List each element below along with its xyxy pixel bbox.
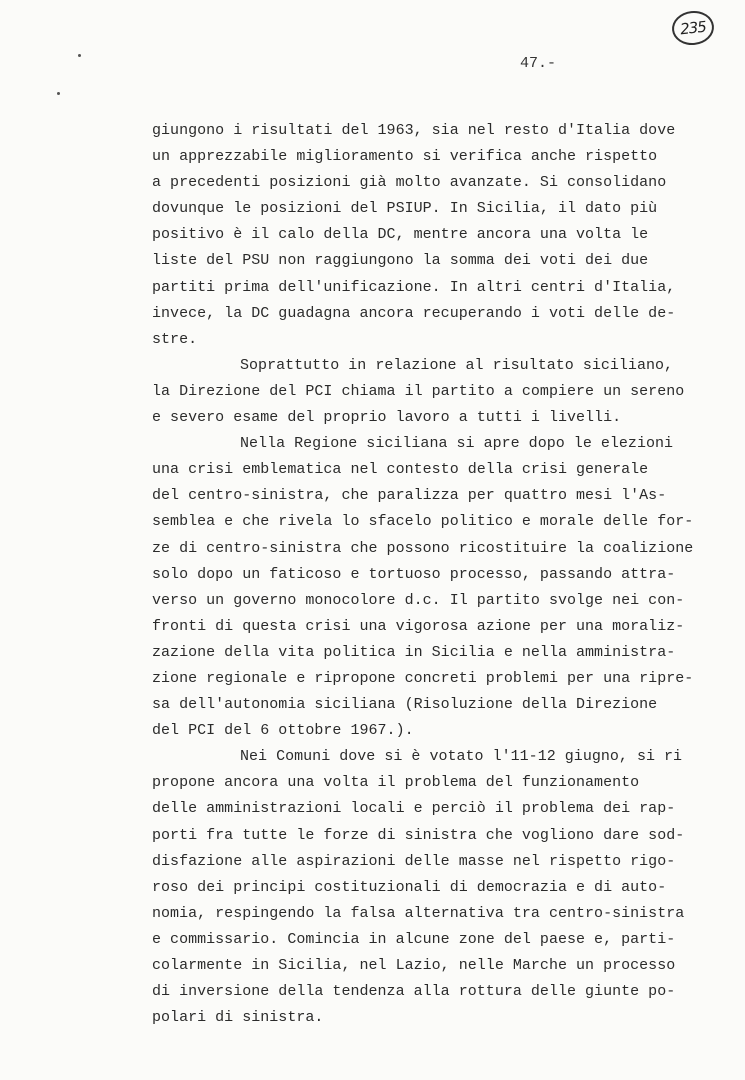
text-line: giungono i risultati del 1963, sia nel resto d'Italia dove [152,122,676,139]
text-line: semblea e che rivela lo sfacelo politico e morale delle for- [152,513,694,531]
text-line: positivo è il calo della DC, mentre ancora una volta le [152,226,649,244]
text-line: una crisi emblematica nel contesto della crisi generale [152,461,649,479]
text-line: del PCI del 6 ottobre 1967.). [152,722,414,740]
text-line: un apprezzabile miglioramento si verifica anche rispetto [152,148,658,166]
text-line: stre. [152,330,198,348]
scan-speck [78,54,81,57]
text-line: porti fra tutte le forze di sinistra che vogliono dare sod- [152,826,685,844]
text-line: Nei Comuni dove si è votato l'11-12 giugno, si ri [240,748,683,766]
scan-speck [57,92,60,95]
text-line: e severo esame del proprio lavoro a tutti i livelli. [152,409,622,427]
text-line: invece, la DC guadagna ancora recuperando i voti delle de- [152,304,676,322]
text-line: disfazione alle aspirazioni delle masse nel rispetto rigo- [152,852,676,870]
text-line: Soprattutto in relazione al risultato siciliano, [240,356,674,374]
text-line: colarmente in Sicilia, nel Lazio, nelle Marche un processo [152,957,676,974]
archive-stamp: 235 [670,9,715,47]
text-line: verso un governo monocolore d.c. Il partito svolge nei con- [152,591,685,609]
text-line: zazione della vita politica in Sicilia e nella amministra- [152,643,676,661]
text-line: roso dei principi costituzionali di democrazia e di auto- [152,878,667,896]
text-line: ze di centro-sinistra che possono ricostituire la coalizione [152,539,694,557]
text-line: la Direzione del PCI chiama il partito a compiere un sereno [152,382,685,400]
text-line: propone ancora una volta il problema del funzionamento [152,774,640,792]
text-line: di inversione della tendenza alla rottura delle giunte po- [152,983,676,1001]
text-line: Nella Regione siciliana si apre dopo le elezioni [240,435,674,453]
text-line: e commissario. Comincia in alcune zone del paese e, parti- [152,930,676,948]
text-line: del centro-sinistra, che paralizza per quattro mesi l'As- [152,487,667,505]
text-line: partiti prima dell'unificazione. In altri centri d'Italia, [152,278,676,296]
text-line: nomia, respingendo la falsa alternativa tra centro-sinistra [152,904,685,922]
text-line: a precedenti posizioni già molto avanzate. Si consolidano [152,174,667,192]
text-line: solo dopo un faticoso e tortuoso processo, passando attra- [152,565,676,583]
text-line: polari di sinistra. [152,1009,324,1027]
text-line: dovunque le posizioni del PSIUP. In Sicilia, il dato più [152,200,658,218]
text-line: liste del PSU non raggiungono la somma dei voti dei due [152,252,649,270]
text-line: delle amministrazioni locali e perciò il problema dei rap- [152,800,676,818]
text-line: zione regionale e ripropone concreti problemi per una ripre- [152,669,694,687]
page-number: 47.- [520,55,557,72]
body-text [152,118,694,1031]
text-line: fronti di questa crisi una vigorosa azione per una moraliz- [152,617,685,635]
text-line: sa dell'autonomia siciliana (Risoluzione della Direzione [152,696,658,714]
